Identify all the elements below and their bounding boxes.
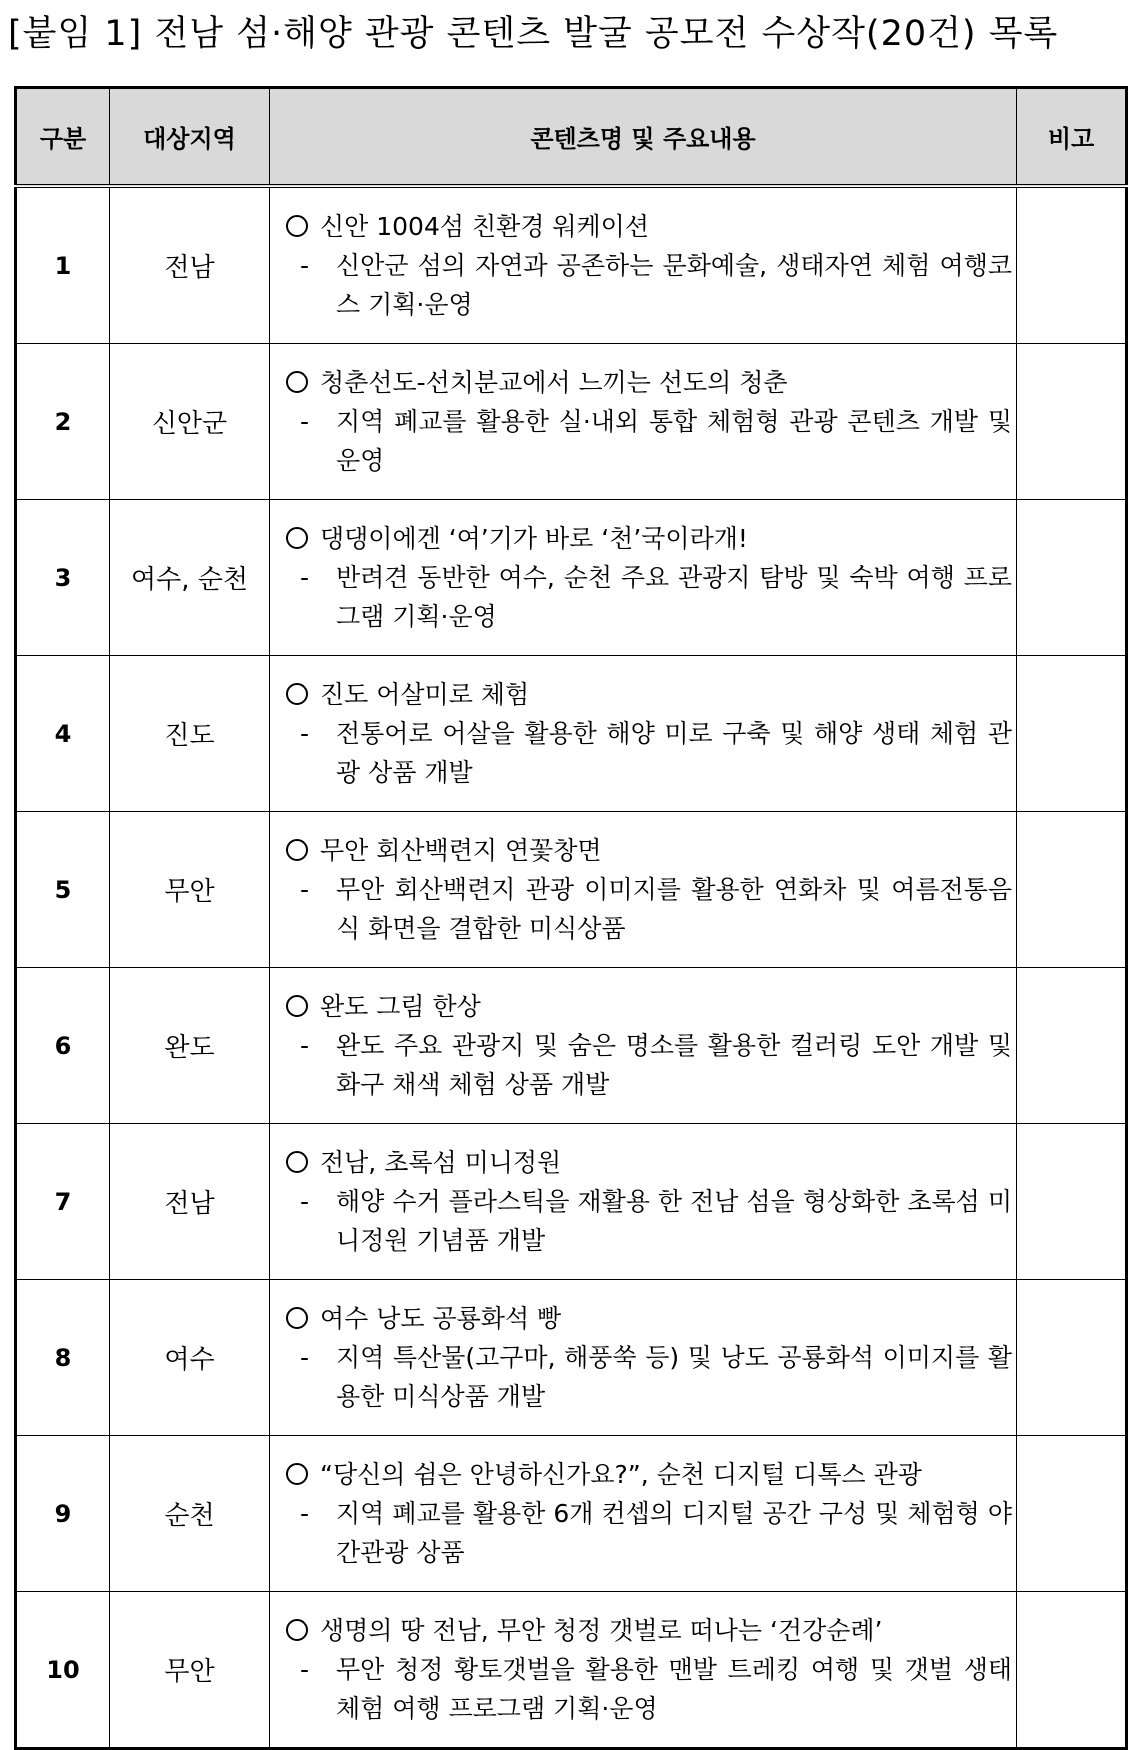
content-title: 생명의 땅 전남, 무안 청정 갯벌로 떠나는 ‘건강순례’ bbox=[320, 1616, 883, 1645]
row-note bbox=[1017, 812, 1127, 968]
document-title: [붙임 1] 전남 섬·해양 관광 콘텐츠 발굴 공모전 수상작(20건) 목록 bbox=[8, 14, 1059, 54]
row-content bbox=[270, 344, 1017, 500]
content-desc-line bbox=[286, 246, 1012, 324]
row-note bbox=[1017, 1592, 1127, 1749]
row-note bbox=[1017, 656, 1127, 812]
content-title-line bbox=[286, 675, 1012, 714]
row-note bbox=[1017, 968, 1127, 1124]
content-title: “당신의 쉼은 안녕하신가요?”, 순천 디지털 디톡스 관광 bbox=[320, 1460, 922, 1489]
content-description: 완도 주요 관광지 및 숨은 명소를 활용한 컬러링 도안 개발 및 화구 채색 체험 상품 개발 bbox=[336, 1031, 1012, 1099]
row-number: 4 bbox=[16, 656, 110, 812]
dash-bullet-icon: - bbox=[300, 1343, 310, 1372]
content-title-line bbox=[286, 519, 1012, 558]
row-region: 전남 bbox=[110, 186, 270, 344]
row-note bbox=[1017, 1436, 1127, 1592]
row-number: 8 bbox=[16, 1280, 110, 1436]
row-region: 순천 bbox=[110, 1436, 270, 1592]
dash-bullet-icon: - bbox=[300, 563, 310, 592]
circle-bullet-icon bbox=[286, 215, 308, 237]
row-note bbox=[1017, 1280, 1127, 1436]
content-desc-line bbox=[286, 1494, 1012, 1572]
row-note bbox=[1017, 500, 1127, 656]
table-row bbox=[16, 1436, 1127, 1592]
row-note bbox=[1017, 344, 1127, 500]
circle-bullet-icon bbox=[286, 1151, 308, 1173]
content-title: 무안 회산백련지 연꽃창면 bbox=[320, 836, 602, 865]
row-region: 신안군 bbox=[110, 344, 270, 500]
content-title: 댕댕이에겐 ‘여’기가 바로 ‘천’국이라개! bbox=[320, 524, 748, 553]
circle-bullet-icon bbox=[286, 371, 308, 393]
content-desc-line bbox=[286, 402, 1012, 480]
award-list-table bbox=[14, 86, 1128, 1750]
dash-bullet-icon: - bbox=[300, 1499, 310, 1528]
row-note bbox=[1017, 1124, 1127, 1280]
table-row bbox=[16, 1124, 1127, 1280]
table-row bbox=[16, 500, 1127, 656]
table-row bbox=[16, 186, 1127, 344]
content-description: 지역 특산물(고구마, 해풍쑥 등) 및 낭도 공룡화석 이미지를 활용한 미식상품 개발 bbox=[336, 1343, 1012, 1411]
dash-bullet-icon: - bbox=[300, 719, 310, 748]
row-region: 진도 bbox=[110, 656, 270, 812]
content-title: 청춘선도-선치분교에서 느끼는 선도의 청춘 bbox=[320, 368, 788, 397]
table-row bbox=[16, 968, 1127, 1124]
table-body bbox=[16, 186, 1127, 1749]
row-content bbox=[270, 186, 1017, 344]
content-title-line bbox=[286, 1611, 1012, 1650]
content-title: 신안 1004섬 친환경 워케이션 bbox=[320, 212, 649, 241]
row-content bbox=[270, 1436, 1017, 1592]
row-number: 9 bbox=[16, 1436, 110, 1592]
row-number: 7 bbox=[16, 1124, 110, 1280]
content-description: 전통어로 어살을 활용한 해양 미로 구축 및 해양 생태 체험 관광 상품 개발 bbox=[336, 719, 1012, 787]
dash-bullet-icon: - bbox=[300, 875, 310, 904]
content-desc-line bbox=[286, 1182, 1012, 1260]
row-number: 5 bbox=[16, 812, 110, 968]
content-title-line bbox=[286, 1455, 1012, 1494]
table-row bbox=[16, 1592, 1127, 1749]
dash-bullet-icon: - bbox=[300, 1031, 310, 1060]
row-content bbox=[270, 1280, 1017, 1436]
row-number: 1 bbox=[16, 186, 110, 344]
table-row bbox=[16, 344, 1127, 500]
content-title-line bbox=[286, 831, 1012, 870]
row-region: 무안 bbox=[110, 1592, 270, 1749]
row-note bbox=[1017, 186, 1127, 344]
content-description: 무안 청정 황토갯벌을 활용한 맨발 트레킹 여행 및 갯벌 생태 체험 여행 프로그램 기획·운영 bbox=[336, 1655, 1012, 1723]
row-region: 여수 bbox=[110, 1280, 270, 1436]
row-number: 3 bbox=[16, 500, 110, 656]
content-description: 지역 폐교를 활용한 실·내외 통합 체험형 관광 콘텐츠 개발 및 운영 bbox=[336, 407, 1012, 475]
content-title: 전남, 초록섬 미니정원 bbox=[320, 1148, 562, 1177]
content-desc-line bbox=[286, 870, 1012, 948]
header-content: 콘텐츠명 및 주요내용 bbox=[270, 88, 1017, 187]
header-note: 비고 bbox=[1017, 88, 1127, 187]
content-title: 여수 낭도 공룡화석 빵 bbox=[320, 1304, 562, 1333]
table-row bbox=[16, 1280, 1127, 1436]
dash-bullet-icon: - bbox=[300, 407, 310, 436]
content-desc-line bbox=[286, 1026, 1012, 1104]
content-title-line bbox=[286, 207, 1012, 246]
content-description: 반려견 동반한 여수, 순천 주요 관광지 탐방 및 숙박 여행 프로그램 기획·운영 bbox=[336, 563, 1012, 631]
content-description: 무안 회산백련지 관광 이미지를 활용한 연화차 및 여름전통음식 화면을 결합한 미식상품 bbox=[336, 875, 1012, 943]
circle-bullet-icon bbox=[286, 839, 308, 861]
content-title-line bbox=[286, 1299, 1012, 1338]
row-region: 무안 bbox=[110, 812, 270, 968]
row-content bbox=[270, 1592, 1017, 1749]
row-number: 2 bbox=[16, 344, 110, 500]
header-region: 대상지역 bbox=[110, 88, 270, 187]
circle-bullet-icon bbox=[286, 1307, 308, 1329]
row-content bbox=[270, 500, 1017, 656]
content-description: 해양 수거 플라스틱을 재활용 한 전남 섬을 형상화한 초록섬 미니정원 기념품 개발 bbox=[336, 1187, 1012, 1255]
table-header-row bbox=[16, 88, 1127, 187]
content-title-line bbox=[286, 1143, 1012, 1182]
circle-bullet-icon bbox=[286, 683, 308, 705]
dash-bullet-icon: - bbox=[300, 1187, 310, 1216]
circle-bullet-icon bbox=[286, 1463, 308, 1485]
table-row bbox=[16, 812, 1127, 968]
dash-bullet-icon: - bbox=[300, 1655, 310, 1684]
content-title-line bbox=[286, 363, 1012, 402]
row-content bbox=[270, 656, 1017, 812]
content-description: 지역 폐교를 활용한 6개 컨셉의 디지털 공간 구성 및 체험형 야간관광 상품 bbox=[336, 1499, 1012, 1567]
content-title: 완도 그림 한상 bbox=[320, 992, 481, 1021]
table-row bbox=[16, 656, 1127, 812]
content-desc-line bbox=[286, 1338, 1012, 1416]
row-content bbox=[270, 968, 1017, 1124]
row-region: 전남 bbox=[110, 1124, 270, 1280]
row-content bbox=[270, 812, 1017, 968]
content-description: 신안군 섬의 자연과 공존하는 문화예술, 생태자연 체험 여행코스 기획·운영 bbox=[336, 251, 1012, 319]
content-title-line bbox=[286, 987, 1012, 1026]
content-desc-line bbox=[286, 714, 1012, 792]
content-desc-line bbox=[286, 1650, 1012, 1728]
header-num: 구분 bbox=[16, 88, 110, 187]
circle-bullet-icon bbox=[286, 527, 308, 549]
circle-bullet-icon bbox=[286, 995, 308, 1017]
dash-bullet-icon: - bbox=[300, 251, 310, 280]
row-number: 6 bbox=[16, 968, 110, 1124]
row-region: 완도 bbox=[110, 968, 270, 1124]
row-content bbox=[270, 1124, 1017, 1280]
row-region: 여수, 순천 bbox=[110, 500, 270, 656]
content-title: 진도 어살미로 체험 bbox=[320, 680, 530, 709]
content-desc-line bbox=[286, 558, 1012, 636]
row-number: 10 bbox=[16, 1592, 110, 1749]
